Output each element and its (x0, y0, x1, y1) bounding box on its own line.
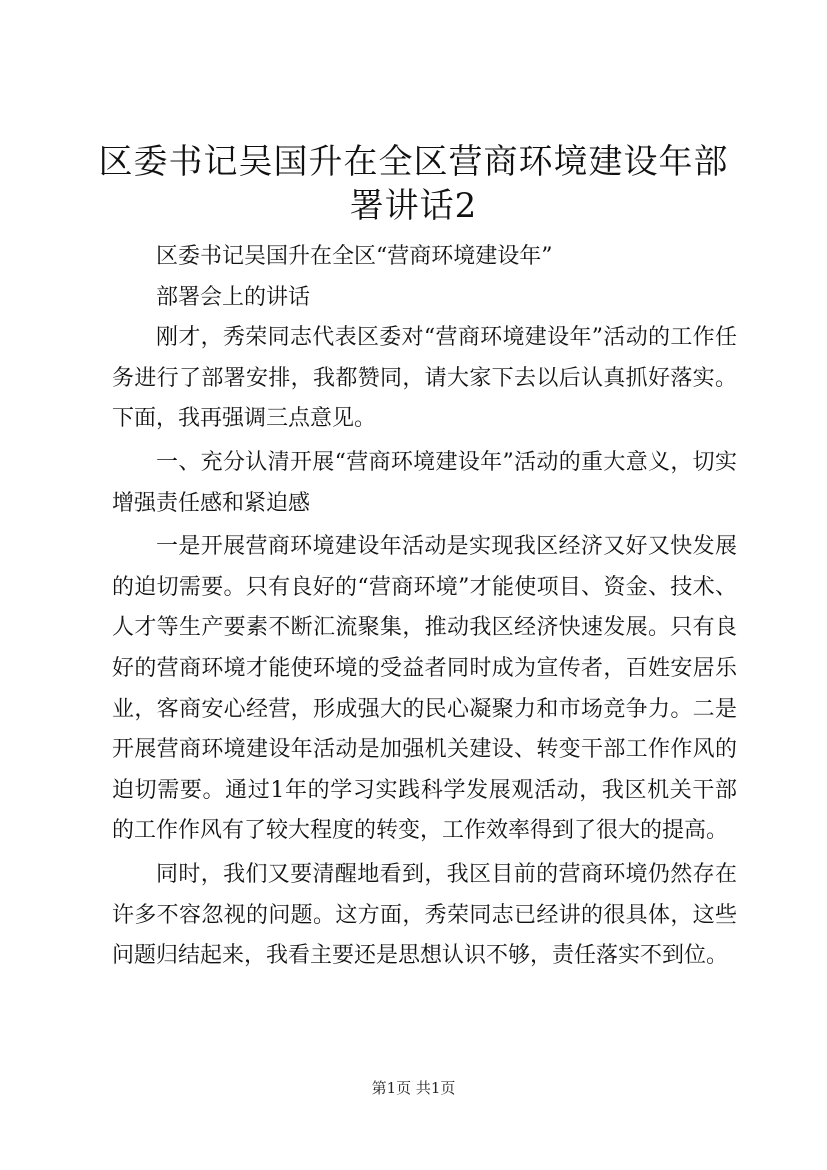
section-heading-1: 一、充分认清开展“营商环境建设年”活动的重大意义，切实增强责任感和紧迫感 (112, 449, 737, 516)
subtitle-line-1: 区委书记吴国升在全区“营商环境建设年” (156, 244, 553, 269)
paragraph-significance: 一是开展营商环境建设年活动是实现我区经济又好又快发展的迫切需要。只有良好的“营商环境”才能使项目、资金、技术、人才等生产要素不断汇流聚集，推动我区经济快速发展。只有良好的营商环境才能使环境的受益者同时成为宣传者，百姓安居乐业，客商安心经营，形成强大的民心凝聚力和市场竞争力。二是开展营商环境建设年活动是加强机关建设、转变干部工作作风的迫切需要。通过1年的学习实践科学发展观活动，我区机关干部的工作作风有了较大程度的转变，工作效率得到了很大的提高。 (112, 534, 737, 844)
page-footer: 第1页 共1页 (371, 1079, 456, 1097)
paragraph-problems: 同时，我们又要清醒地看到，我区目前的营商环境仍然存在许多不容忽视的问题。这方面，秀荣同志已经讲的很具体，这些问题归结起来，我看主要还是思想认识不够，责任落实不到位。 (112, 861, 737, 969)
paragraph-intro: 刚才，秀荣同志代表区委对“营商环境建设年”活动的工作任务进行了部署安排，我都赞同，请大家下去以后认真抓好落实。下面，我再强调三点意见。 (112, 325, 737, 432)
subtitle-line-2: 部署会上的讲话 (156, 284, 311, 310)
document-title: 区委书记吴国升在全区营商环境建设年部署讲话2 (98, 142, 729, 226)
document-body (112, 237, 737, 980)
